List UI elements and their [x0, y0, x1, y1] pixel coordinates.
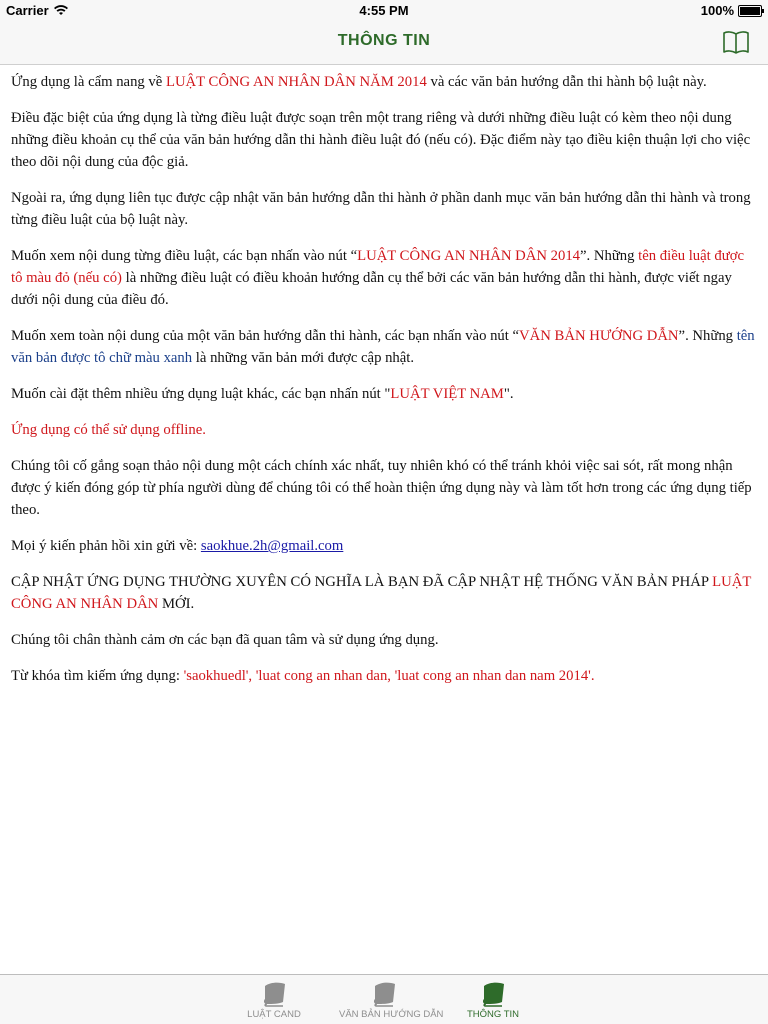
tab-label: VĂN BẢN HƯỚNG DẪN — [339, 1009, 444, 1020]
info-icon — [478, 980, 508, 1008]
status-bar — [0, 0, 768, 20]
clock: 4:55 PM — [359, 3, 409, 18]
battery-icon — [738, 5, 762, 17]
navigation-bar — [0, 20, 768, 65]
law-book-icon — [259, 980, 289, 1008]
law-name-highlight: LUẬT CÔNG AN NHÂN DÂN NĂM 2014 — [165, 74, 427, 90]
tab-label: THÔNG TIN — [466, 1009, 520, 1020]
update-notice-paragraph: CẬP NHẬT ỨNG DỤNG THƯỜNG XUYÊN CÓ NGHĨA LÀ BẠN ĐÃ CẬP NHẬT HỆ THỐNG VĂN BẢN PHÁP LUẬT CÔNG AN NHÂN DÂN MỚI. — [11, 574, 752, 612]
email-link[interactable]: saokhue.2h@gmail.com — [200, 538, 344, 554]
feature-paragraph: Điều đặc biệt của ứng dụng là từng điều luật được soạn trên một trang riêng và dưới những điều luật có kèm theo nội dung những điều khoản cụ thể của văn bản hướng dẫn thi hành điều luật đó (nếu có). Đặc điểm này tạo điều kiện thuận lợi cho việc theo dõi nội dung của độc giả. — [11, 110, 751, 170]
page-title: THÔNG TIN — [337, 32, 431, 49]
more-apps-paragraph: Muốn cài đặt thêm nhiều ứng dụng luật khác, các bạn nhấn nút "LUẬT VIỆT NAM". — [11, 386, 514, 402]
info-content — [0, 65, 768, 973]
tab-label: LUẬT CAND — [247, 1009, 301, 1020]
keywords-paragraph: Từ khóa tìm kiếm ứng dụng: 'saokhuedl', 'luat cong an nhan dan, 'luat cong an nhan dan nam 2014'. — [11, 668, 595, 684]
tab-bar — [0, 974, 768, 1024]
offline-note: Ứng dụng có thể sử dụng offline. — [11, 422, 206, 438]
open-book-icon[interactable] — [722, 28, 750, 56]
carrier-label: Carrier — [6, 3, 49, 18]
law-button-paragraph: Muốn xem nội dung từng điều luật, các bạn nhấn vào nút “LUẬT CÔNG AN NHÂN DÂN 2014”. Những tên điều luật được tô màu đỏ (nếu có) là những điều luật có điều khoản hướng dẫn cụ thể bởi các văn bản hướng dẫn thi hành, được viết ngay dưới nội dung của điều đó. — [11, 248, 745, 308]
intro-paragraph: Ứng dụng là cẩm nang về LUẬT CÔNG AN NHÂN DÂN NĂM 2014 và các văn bản hướng dẫn thi hành bộ luật này. — [11, 74, 707, 90]
tab-luat-cand[interactable] — [229, 975, 319, 1024]
update-paragraph: Ngoài ra, ứng dụng liên tục được cập nhật văn bản hướng dẫn thi hành ở phần danh mục văn bản hướng dẫn thi hành và trong từng điều luật của bộ luật này. — [11, 190, 751, 228]
disclaimer-paragraph: Chúng tôi cố gắng soạn thảo nội dung một cách chính xác nhất, tuy nhiên khó có thể tránh khỏi việc sai sót, rất mong nhận được ý kiến đóng góp từ phía người dùng để chúng tôi có thể hoàn thiện ứng dụng này và làm tốt hơn trong các ứng dụng tiếp theo. — [11, 458, 752, 518]
document-icon — [369, 980, 399, 1008]
tab-thong-tin[interactable] — [448, 975, 538, 1024]
feedback-paragraph: Mọi ý kiến phản hồi xin gửi về: saokhue.2h@gmail.com — [11, 538, 344, 554]
battery-percent: 100% — [700, 3, 734, 18]
tab-van-ban-huong-dan[interactable] — [339, 975, 444, 1024]
thanks-paragraph: Chúng tôi chân thành cảm ơn các bạn đã quan tâm và sử dụng ứng dụng. — [11, 632, 439, 648]
guide-button-paragraph: Muốn xem toàn nội dung của một văn bản hướng dẫn thi hành, các bạn nhấn vào nút “VĂN BẢN HƯỚNG DẪN”. Những tên văn bản được tô chữ màu xanh là những văn bản mới được cập nhật. — [11, 328, 755, 366]
